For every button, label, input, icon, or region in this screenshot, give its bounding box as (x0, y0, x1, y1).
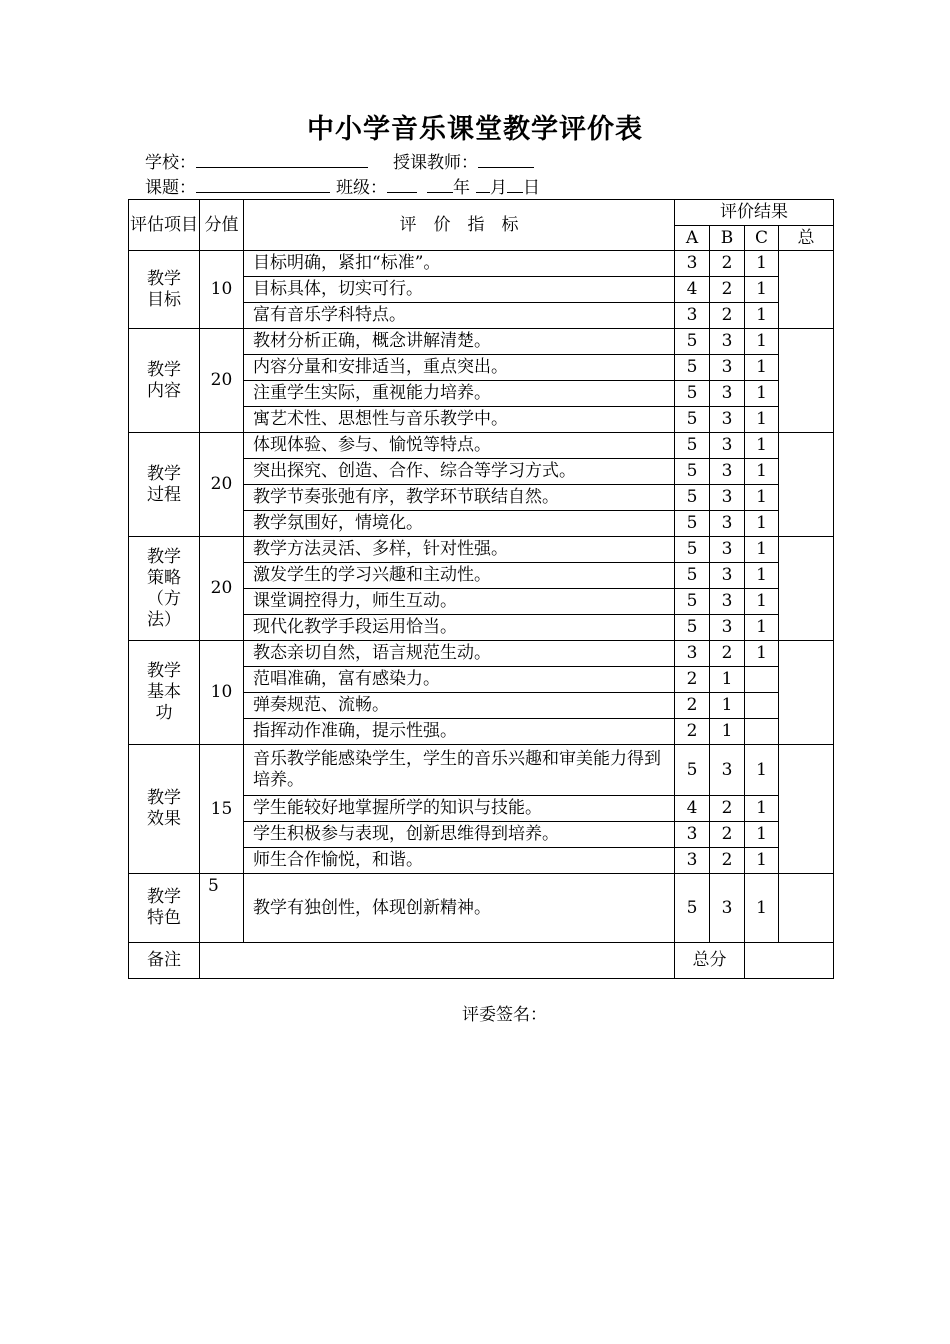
section-score: 15 (200, 745, 244, 874)
grade-c-cell[interactable]: 1 (745, 563, 779, 589)
grade-b-cell[interactable]: 3 (710, 537, 745, 563)
grade-b-cell[interactable]: 1 (710, 693, 745, 719)
section-total-cell[interactable] (779, 874, 834, 943)
day-label: 日 (523, 178, 540, 198)
total-score-field[interactable] (745, 943, 834, 979)
class-field[interactable] (387, 176, 417, 193)
grade-c-cell[interactable]: 1 (745, 433, 779, 459)
header-result: 评价结果 (675, 200, 834, 226)
grade-c-cell[interactable]: 1 (745, 615, 779, 641)
grade-a-cell[interactable]: 5 (675, 381, 710, 407)
grade-b-cell[interactable]: 3 (710, 381, 745, 407)
info-line-1 (145, 151, 534, 174)
grade-a-cell[interactable]: 5 (675, 459, 710, 485)
table-row (129, 745, 834, 796)
grade-b-cell[interactable]: 3 (710, 433, 745, 459)
topic-field[interactable] (196, 176, 330, 193)
grade-a-cell[interactable]: 3 (675, 848, 710, 874)
grade-a-cell[interactable]: 5 (675, 745, 710, 796)
grade-a-cell[interactable]: 5 (675, 433, 710, 459)
grade-a-cell[interactable]: 5 (675, 511, 710, 537)
indicator-text: 体现体验、参与、愉悦等特点。 (244, 433, 675, 459)
indicator-text: 注重学生实际，重视能力培养。 (244, 381, 675, 407)
indicator-text: 范唱准确，富有感染力。 (244, 667, 675, 693)
header-c: C (745, 226, 779, 251)
section-name: 教学目标 (129, 251, 200, 329)
school-field[interactable] (196, 151, 368, 168)
indicator-text: 教材分析正确，概念讲解清楚。 (244, 329, 675, 355)
table-row (129, 537, 834, 563)
section-total-cell[interactable] (779, 745, 834, 874)
grade-a-cell[interactable]: 5 (675, 563, 710, 589)
grade-c-cell[interactable] (745, 719, 779, 745)
indicator-text: 课堂调控得力，师生互动。 (244, 589, 675, 615)
indicator-text: 教态亲切自然，语言规范生动。 (244, 641, 675, 667)
grade-a-cell[interactable]: 5 (675, 874, 710, 943)
indicator-text: 寓艺术性、思想性与音乐教学中。 (244, 407, 675, 433)
grade-b-cell[interactable]: 2 (710, 277, 745, 303)
table-row (129, 641, 834, 667)
grade-c-cell[interactable]: 1 (745, 303, 779, 329)
indicator-text: 音乐教学能感染学生，学生的音乐兴趣和审美能力得到培养。 (244, 745, 675, 796)
header-b: B (710, 226, 745, 251)
grade-a-cell[interactable]: 3 (675, 303, 710, 329)
year-field[interactable] (427, 176, 453, 193)
school-label: 学校： (145, 153, 196, 173)
grade-a-cell[interactable]: 5 (675, 355, 710, 381)
indicator-text: 指挥动作准确，提示性强。 (244, 719, 675, 745)
grade-b-cell[interactable]: 2 (710, 641, 745, 667)
grade-b-cell[interactable]: 3 (710, 459, 745, 485)
indicator-text: 教学节奏张弛有序，教学环节联结自然。 (244, 485, 675, 511)
grade-b-cell[interactable]: 3 (710, 745, 745, 796)
indicator-text: 教学氛围好，情境化。 (244, 511, 675, 537)
grade-a-cell[interactable]: 2 (675, 667, 710, 693)
grade-c-cell[interactable]: 1 (745, 277, 779, 303)
grade-a-cell[interactable]: 3 (675, 822, 710, 848)
grade-c-cell[interactable]: 1 (745, 641, 779, 667)
grade-c-cell[interactable] (745, 693, 779, 719)
section-total-cell[interactable] (779, 251, 834, 329)
grade-a-cell[interactable]: 3 (675, 641, 710, 667)
teacher-field[interactable] (478, 151, 534, 168)
grade-a-cell[interactable]: 2 (675, 693, 710, 719)
grade-b-cell[interactable]: 3 (710, 874, 745, 943)
signature-label: 评委签名： (462, 1005, 547, 1025)
grade-a-cell[interactable]: 5 (675, 485, 710, 511)
grade-b-cell[interactable]: 2 (710, 796, 745, 822)
grade-c-cell[interactable]: 1 (745, 329, 779, 355)
table-row (129, 433, 834, 459)
section-total-cell[interactable] (779, 641, 834, 745)
topic-label: 课题： (145, 178, 196, 198)
indicator-text: 教学有独创性，体现创新精神。 (244, 874, 675, 943)
header-indicator: 评 价 指 标 (244, 200, 675, 251)
section-name: 教学特色 (129, 874, 200, 943)
month-label: 月 (490, 178, 507, 198)
grade-c-cell[interactable]: 1 (745, 459, 779, 485)
total-score-label: 总分 (675, 943, 745, 979)
grade-a-cell[interactable]: 5 (675, 329, 710, 355)
grade-a-cell[interactable]: 5 (675, 537, 710, 563)
section-score: 10 (200, 641, 244, 745)
section-score: 20 (200, 329, 244, 433)
section-name: 教学策略（方法） (129, 537, 200, 641)
table-row (129, 251, 834, 277)
remarks-label: 备注 (129, 943, 200, 979)
grade-c-cell[interactable]: 1 (745, 381, 779, 407)
header-a: A (675, 226, 710, 251)
section-score: 20 (200, 537, 244, 641)
info-line-2 (145, 176, 540, 199)
remarks-field[interactable] (200, 943, 675, 979)
grade-b-cell[interactable]: 3 (710, 355, 745, 381)
grade-b-cell[interactable]: 2 (710, 848, 745, 874)
grade-c-cell[interactable]: 1 (745, 407, 779, 433)
grade-c-cell[interactable]: 1 (745, 355, 779, 381)
indicator-text: 目标明确，紧扣“标准”。 (244, 251, 675, 277)
grade-c-cell[interactable]: 1 (745, 745, 779, 796)
section-name: 教学过程 (129, 433, 200, 537)
header-item: 评估项目 (129, 200, 200, 251)
indicator-text: 富有音乐学科特点。 (244, 303, 675, 329)
indicator-text: 内容分量和安排适当，重点突出。 (244, 355, 675, 381)
indicator-text: 突出探究、创造、合作、综合等学习方式。 (244, 459, 675, 485)
grade-b-cell[interactable]: 2 (710, 822, 745, 848)
section-score: 20 (200, 433, 244, 537)
indicator-text: 学生积极参与表现，创新思维得到培养。 (244, 822, 675, 848)
page-title: 中小学音乐课堂教学评价表 (307, 114, 643, 145)
indicator-text: 现代化教学手段运用恰当。 (244, 615, 675, 641)
class-label: 班级： (336, 178, 387, 198)
grade-b-cell[interactable]: 1 (710, 667, 745, 693)
grade-c-cell[interactable]: 1 (745, 511, 779, 537)
table-row (129, 329, 834, 355)
teacher-label: 授课教师： (393, 153, 478, 173)
section-total-cell[interactable] (779, 433, 834, 537)
indicator-text: 师生合作愉悦，和谐。 (244, 848, 675, 874)
grade-b-cell[interactable]: 2 (710, 251, 745, 277)
indicator-text: 弹奏规范、流畅。 (244, 693, 675, 719)
grade-a-cell[interactable]: 5 (675, 589, 710, 615)
grade-c-cell[interactable]: 1 (745, 485, 779, 511)
grade-b-cell[interactable]: 1 (710, 719, 745, 745)
grade-a-cell[interactable]: 4 (675, 796, 710, 822)
grade-a-cell[interactable]: 5 (675, 615, 710, 641)
grade-b-cell[interactable]: 3 (710, 615, 745, 641)
grade-c-cell[interactable]: 1 (745, 589, 779, 615)
grade-c-cell[interactable]: 1 (745, 822, 779, 848)
indicator-text: 教学方法灵活、多样，针对性强。 (244, 537, 675, 563)
section-total-cell[interactable] (779, 329, 834, 433)
grade-b-cell[interactable]: 3 (710, 329, 745, 355)
section-score: 10 (200, 251, 244, 329)
grade-b-cell[interactable]: 3 (710, 563, 745, 589)
section-name: 教学内容 (129, 329, 200, 433)
grade-b-cell[interactable]: 3 (710, 511, 745, 537)
indicator-text: 激发学生的学习兴趣和主动性。 (244, 563, 675, 589)
section-total-cell[interactable] (779, 537, 834, 641)
grade-c-cell[interactable]: 1 (745, 848, 779, 874)
month-field[interactable] (476, 176, 490, 193)
grade-b-cell[interactable]: 2 (710, 303, 745, 329)
header-score: 分值 (200, 200, 244, 251)
table-row (129, 874, 834, 943)
grade-a-cell[interactable]: 4 (675, 277, 710, 303)
header-total: 总 (779, 226, 834, 251)
grade-b-cell[interactable]: 3 (710, 589, 745, 615)
year-label: 年 (453, 178, 470, 198)
day-field[interactable] (507, 176, 523, 193)
grade-a-cell[interactable]: 3 (675, 251, 710, 277)
grade-a-cell[interactable]: 2 (675, 719, 710, 745)
indicator-text: 学生能较好地掌握所学的知识与技能。 (244, 796, 675, 822)
grade-b-cell[interactable]: 3 (710, 485, 745, 511)
grade-c-cell[interactable] (745, 667, 779, 693)
grade-b-cell[interactable]: 3 (710, 407, 745, 433)
section-name: 教学基本功 (129, 641, 200, 745)
grade-c-cell[interactable]: 1 (745, 874, 779, 943)
section-name: 教学效果 (129, 745, 200, 874)
evaluation-table (128, 199, 834, 979)
grade-c-cell[interactable]: 1 (745, 251, 779, 277)
section-score: 5 (200, 874, 244, 943)
table-body (129, 251, 834, 943)
grade-c-cell[interactable]: 1 (745, 796, 779, 822)
indicator-text: 目标具体，切实可行。 (244, 277, 675, 303)
grade-c-cell[interactable]: 1 (745, 537, 779, 563)
grade-a-cell[interactable]: 5 (675, 407, 710, 433)
